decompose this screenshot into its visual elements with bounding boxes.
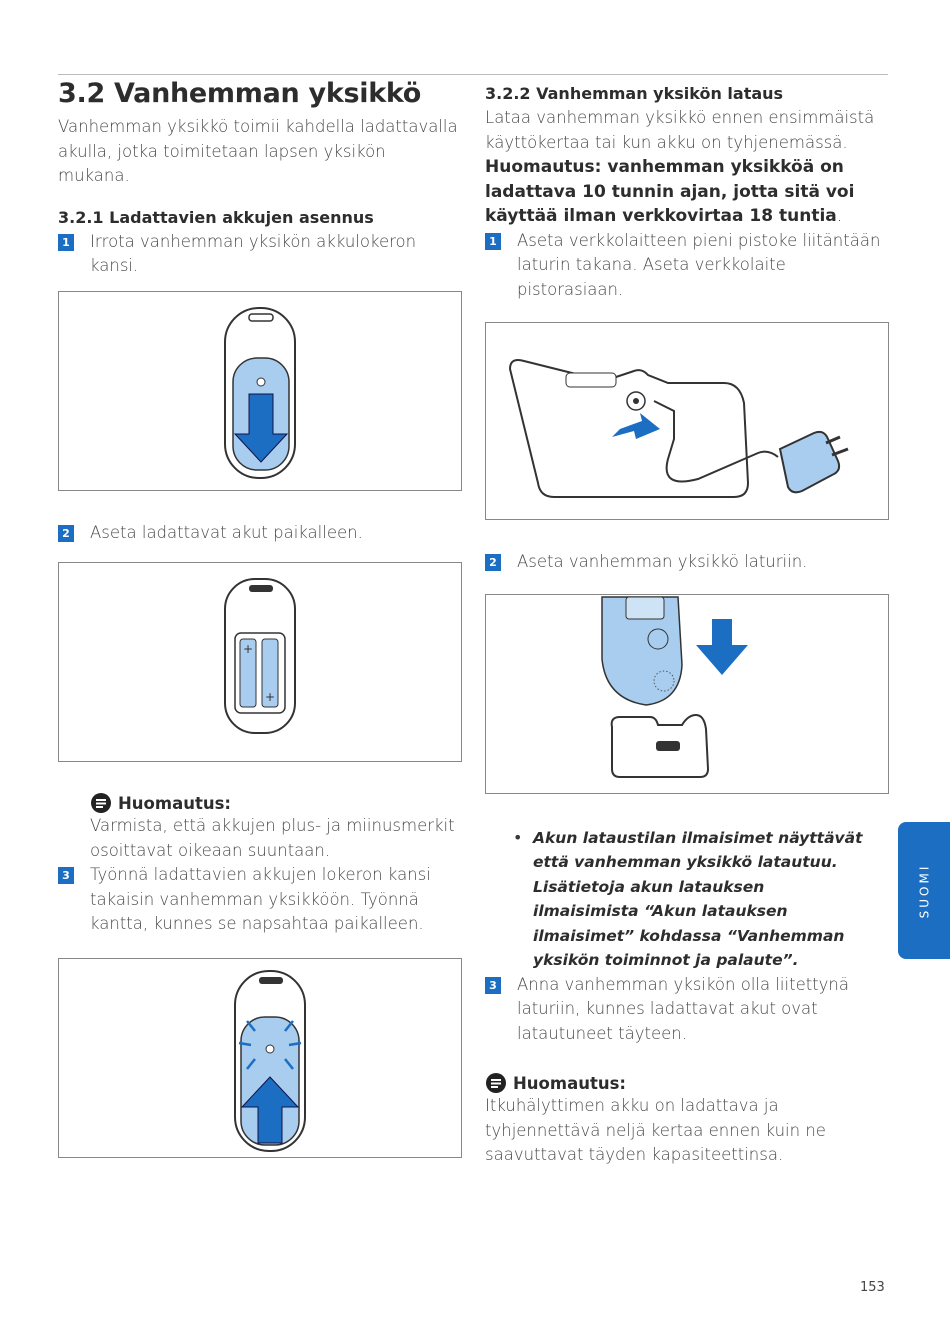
- note-text: Itkuhälyttimen akku on ladattava ja tyhjennettävä neljä kertaa ennen kuin ne saavuttavat täyden kapasiteettinsa.: [485, 1096, 826, 1164]
- step-text: Työnnä ladattavien akkujen lokeron kansi takaisin vanhemman yksikköön. Työnnä kantta, kunnes se napsahtaa paikalleen.: [90, 865, 431, 933]
- figure-insert-batteries: [58, 562, 462, 762]
- subsection-title-battery: 3.2.1 Ladattavien akkujen asennus: [58, 207, 374, 227]
- note-title: Huomautus:: [513, 1073, 627, 1093]
- bullet-mark: •: [513, 827, 523, 847]
- step-text: Aseta ladattavat akut paikalleen.: [90, 522, 363, 542]
- section-title: 3.2 Vanhemman yksikkö: [58, 78, 422, 109]
- step-2-insert-batteries: [58, 521, 462, 546]
- page-number: 153: [860, 1280, 885, 1295]
- note-icon: [90, 792, 112, 814]
- note-icon: [485, 1072, 507, 1094]
- figure-close-cover: [58, 958, 462, 1158]
- step-text: Aseta verkkolaitteen pieni pistoke liitäntään laturin takana. Aseta verkkolaite pistorasiaan.: [517, 230, 881, 299]
- figure-remove-cover: [58, 291, 462, 491]
- step-text: Aseta vanhemman yksikkö laturiin.: [517, 552, 808, 571]
- note-title: Huomautus:: [118, 793, 232, 813]
- step-2-place-unit: [485, 550, 889, 575]
- step-text: Anna vanhemman yksikön olla liitettynä laturiin, kunnes ladattavat akut ovat latautuneet täyteen.: [517, 974, 849, 1043]
- language-tab-label: SUOMI: [917, 863, 931, 918]
- section-intro: Vanhemman yksikkö toimii kahdella ladattavalla akulla, jotka toimitetaan lapsen yksikön mukana.: [58, 117, 458, 185]
- step-number: 2: [485, 554, 501, 571]
- header-rule: [58, 74, 888, 75]
- note-battery-polarity: [58, 792, 462, 863]
- right-column: [485, 81, 889, 1168]
- step-number: 1: [485, 233, 501, 250]
- note-battery-capacity: [485, 1072, 889, 1168]
- charging-intro: Lataa vanhemman yksikkö ennen ensimmäistä käyttökertaa tai kun akku on tyhjenemässä.: [485, 108, 875, 152]
- step-number: 1: [58, 234, 74, 251]
- step-number: 3: [485, 977, 501, 994]
- note-heading: [90, 792, 462, 814]
- note-heading: [485, 1072, 889, 1094]
- svg-text:+: +: [265, 690, 276, 704]
- step-text: Irrota vanhemman yksikön akkulokeron kansi.: [90, 231, 417, 275]
- left-column: [58, 78, 462, 1158]
- step-number: 2: [58, 525, 74, 542]
- step-number: 3: [58, 867, 74, 884]
- step-3-close-cover: [58, 863, 462, 937]
- figure-connect-adapter: [485, 322, 889, 520]
- svg-text:+: +: [243, 642, 254, 656]
- step-1-connect-adapter: [485, 229, 889, 303]
- language-tab: [898, 822, 950, 959]
- subsection-title-charging: 3.2.2 Vanhemman yksikön lataus: [485, 84, 784, 103]
- note-text: Varmista, että akkujen plus- ja miinusmerkit osoittavat oikeaan suuntaan.: [90, 816, 455, 860]
- step-3-keep-charging: [485, 973, 889, 1047]
- figure-place-unit: [485, 594, 889, 794]
- charging-warning: Huomautus: vanhemman yksikköä on ladattava 10 tunnin ajan, jotta sitä voi käyttää ilman verkkovirtaa 18 tuntia.: [485, 157, 855, 226]
- step-1-remove-cover: [58, 230, 462, 279]
- bullet-charging-indicator: [485, 826, 889, 973]
- bullet-text: Akun lataustilan ilmaisimet näyttävät että vanhemman yksikkö latautuu. Lisätietoja akun latauksen ilmaisimista “Akun latauksen ilmaisimet” kohdassa “Vanhemman yksikön toiminnot ja palaute”.: [533, 828, 863, 969]
